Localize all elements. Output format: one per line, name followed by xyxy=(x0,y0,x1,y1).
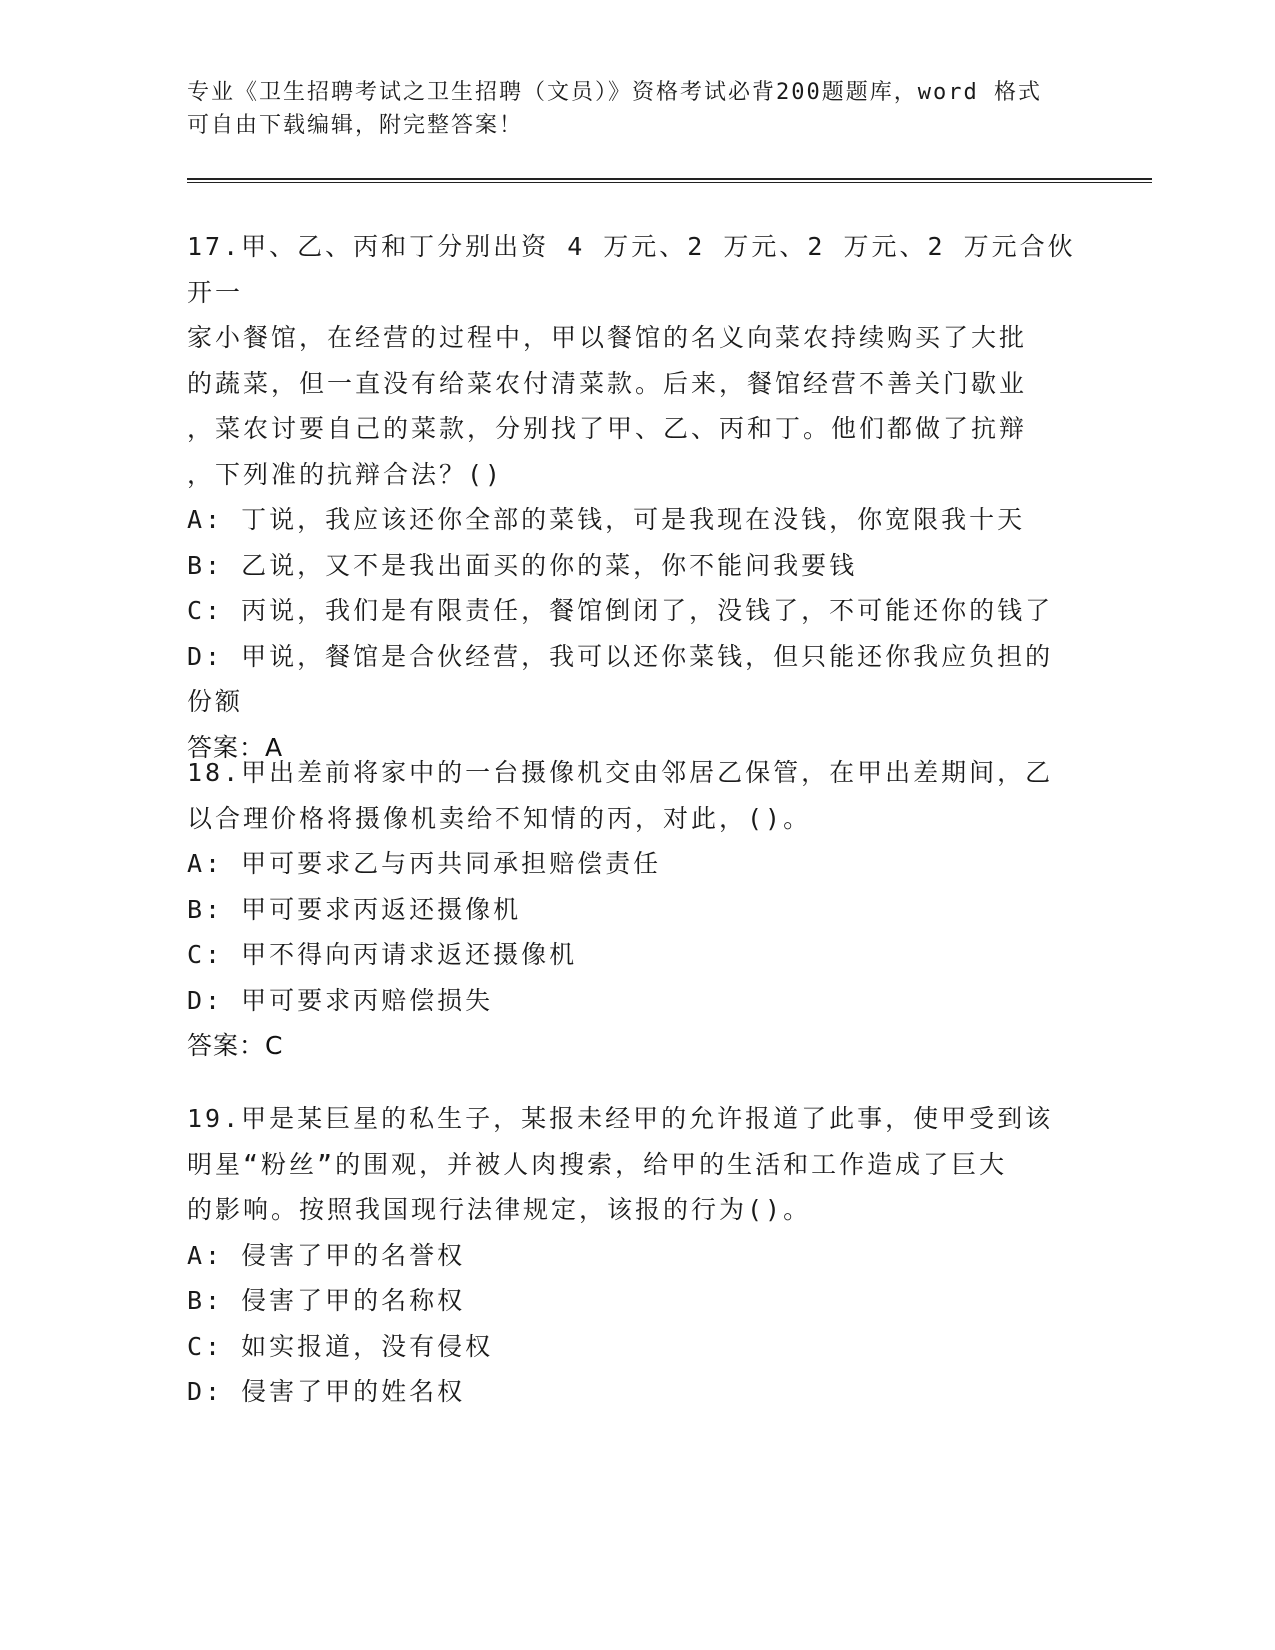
option-a: A: 甲可要求乙与丙共同承担赔偿责任 xyxy=(187,849,662,878)
option-c: C: 丙说，我们是有限责任，餐馆倒闭了，没钱了，不可能还你的钱了 xyxy=(187,596,1054,625)
option-c: C: 甲不得向丙请求返还摄像机 xyxy=(187,940,578,969)
option-b: B: 甲可要求丙返还摄像机 xyxy=(187,894,522,924)
question-stem-line: 19.甲是某巨星的私生子，某报未经甲的允许报道了此事，使甲受到该 xyxy=(187,1104,1054,1133)
option-d: D: 侵害了甲的姓名权 xyxy=(187,1377,466,1406)
question-18 xyxy=(187,750,1087,1069)
answer-label: 答案：C xyxy=(187,1031,284,1060)
document-header xyxy=(187,76,1087,142)
option-c: C: 如实报道，没有侵权 xyxy=(187,1331,494,1361)
question-stem-line: ，菜农讨要自己的菜款，分别找了甲、乙、丙和丁。他们都做了抗辩 xyxy=(187,414,1028,443)
question-stem-line: 家小餐馆，在经营的过程中，甲以餐馆的名义向菜农持续购买了大批 xyxy=(187,323,1028,352)
question-stem-line: ，下列准的抗辩合法？() xyxy=(187,459,504,489)
question-17 xyxy=(187,224,1087,770)
header-divider xyxy=(187,178,1152,183)
question-stem-line: 的蔬菜，但一直没有给菜农付清菜款。后来，餐馆经营不善关门歇业 xyxy=(187,368,1028,398)
option-d: D: 甲可要求丙赔偿损失 xyxy=(187,985,494,1015)
option-b: B: 乙说，又不是我出面买的你的菜，你不能问我要钱 xyxy=(187,550,858,580)
question-stem-line: 18.甲出差前将家中的一台摄像机交由邻居乙保管，在甲出差期间，乙 xyxy=(187,758,1054,787)
option-d-continued: 份额 xyxy=(187,687,244,716)
header-line-1: 专业《卫生招聘考试之卫生招聘（文员）》资格考试必背200题题库，word 格式 xyxy=(187,80,1042,105)
option-b: B: 侵害了甲的名称权 xyxy=(187,1286,466,1315)
question-stem-line: 17.甲、乙、丙和丁分别出资 4 万元、2 万元、2 万元、2 万元合伙开一 xyxy=(187,232,1076,307)
answer-label: 答案：A xyxy=(187,732,284,762)
header-line-2: 可自由下载编辑，附完整答案！ xyxy=(187,113,524,138)
question-stem-line: 明星“粉丝”的围观，并被人肉搜索，给甲的生活和工作造成了巨大 xyxy=(187,1149,1008,1179)
option-d: D: 甲说，餐馆是合伙经营，我可以还你菜钱，但只能还你我应负担的 xyxy=(187,641,1054,671)
question-19 xyxy=(187,1096,1087,1415)
question-stem-line: 的影响。按照我国现行法律规定，该报的行为()。 xyxy=(187,1195,812,1224)
option-a: A: 丁说，我应该还你全部的菜钱，可是我现在没钱，你宽限我十天 xyxy=(187,505,1026,534)
question-stem-line: 以合理价格将摄像机卖给不知情的丙，对此，()。 xyxy=(187,803,812,833)
option-a: A: 侵害了甲的名誉权 xyxy=(187,1240,466,1270)
